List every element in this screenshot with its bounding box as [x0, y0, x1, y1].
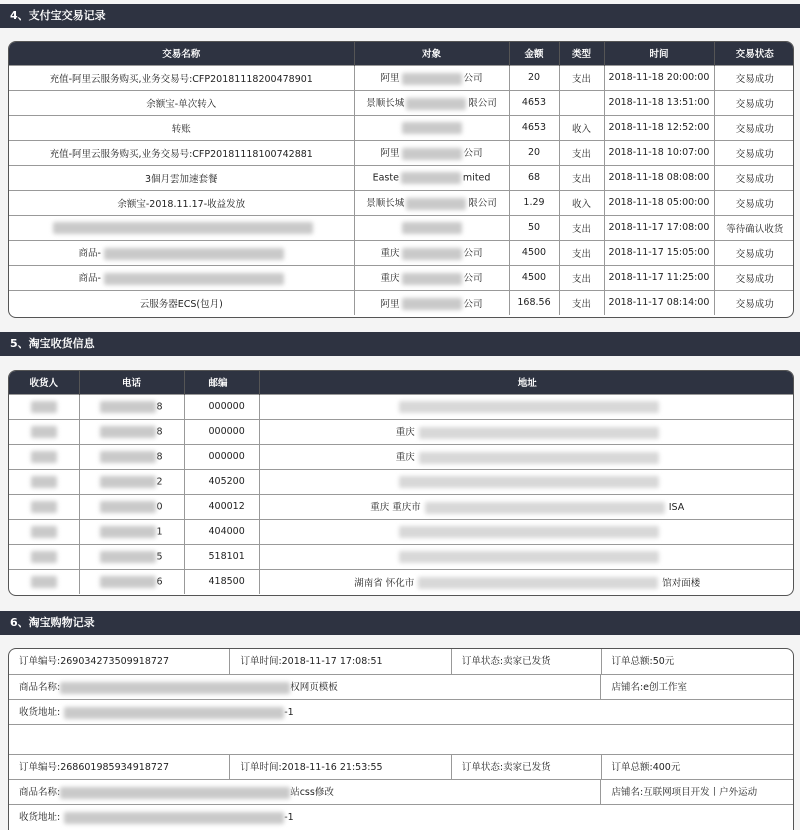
- order-order-no: 订单编号:268601985934918727: [9, 755, 230, 779]
- cell-phone: [79, 419, 184, 444]
- table-row: [9, 290, 794, 315]
- cell-party: [354, 290, 509, 315]
- redacted-blur: [64, 812, 284, 824]
- redacted-blur: [31, 476, 57, 488]
- cell-time: [604, 165, 714, 190]
- party-name: 阿里: [380, 148, 400, 160]
- time-text: 2018-11-18 13:51:00: [608, 97, 710, 108]
- zip-text: 000000: [208, 451, 245, 462]
- cell-type: [559, 290, 604, 315]
- product-label: 商品名称:: [19, 787, 61, 798]
- taobao-orders-list: [8, 648, 794, 830]
- type-text: 支出: [571, 73, 591, 85]
- phone-end: 5: [156, 551, 163, 562]
- section-title: 5、淘宝收货信息: [10, 337, 95, 350]
- redacted-blur: [100, 551, 156, 563]
- col-header: 地址: [259, 371, 794, 394]
- order-address-row: [9, 804, 793, 829]
- zip-text: 405200: [208, 476, 245, 487]
- order-product-row: [9, 779, 793, 804]
- party-name: 阿里: [380, 298, 400, 310]
- redacted-blur: [31, 451, 57, 463]
- redacted-blur: [104, 273, 284, 285]
- name-text: 商品-: [78, 248, 101, 260]
- cell-party: [354, 65, 509, 90]
- name-text: 余额宝-单次转入: [146, 98, 217, 110]
- redacted-blur: [100, 426, 156, 438]
- redacted-blur: [53, 222, 313, 234]
- amount-text: 68: [527, 172, 541, 183]
- amount-text: 4500: [521, 247, 547, 258]
- redacted-blur: [399, 476, 659, 488]
- status-text: 交易成功: [735, 198, 774, 210]
- order-order-time: 订单时间:2018-11-17 17:08:51: [230, 649, 451, 674]
- address-end: 馆对面楼: [662, 577, 701, 589]
- cell-type: [559, 90, 604, 115]
- cell-address: [259, 544, 794, 569]
- cell-zip: [184, 519, 259, 544]
- amount-text: 20: [527, 147, 541, 158]
- phone-end: 0: [156, 501, 163, 512]
- amount-text: 4500: [521, 272, 547, 283]
- table-row: [9, 115, 794, 140]
- cell-party: [354, 190, 509, 215]
- cell-phone: [79, 544, 184, 569]
- cell-zip: [184, 544, 259, 569]
- cell-status: [714, 90, 794, 115]
- redacted-blur: [31, 576, 57, 588]
- table-row: [9, 444, 794, 469]
- table-header-row: [9, 371, 794, 394]
- phone-end: 8: [156, 401, 163, 412]
- cell-address: [259, 469, 794, 494]
- cell-recipient: [9, 419, 79, 444]
- order-summary-row: [9, 754, 793, 779]
- order-address-row: [9, 699, 793, 724]
- order-order-status: 订单状态:卖家已发货: [452, 649, 602, 674]
- address-text: 重庆: [395, 427, 415, 439]
- cell-status: [714, 65, 794, 90]
- cell-party: [354, 265, 509, 290]
- redacted-blur: [31, 501, 57, 513]
- type-text: 收入: [571, 123, 591, 135]
- address-text: 重庆 重庆市: [370, 502, 421, 514]
- cell-phone: [79, 494, 184, 519]
- table-row: [9, 494, 794, 519]
- cell-amount: [509, 65, 559, 90]
- amount-text: 20: [527, 72, 541, 83]
- alipay-transactions-table: [8, 41, 794, 318]
- redacted-blur: [402, 298, 462, 310]
- name-text: 充值-阿里云服务购买,业务交易号:CFP20181118100742881: [49, 148, 313, 160]
- redacted-blur: [100, 401, 156, 413]
- order-address: [9, 700, 793, 724]
- party-name-end: 公司: [463, 248, 483, 260]
- time-text: 2018-11-18 08:08:00: [608, 172, 710, 183]
- cell-address: [259, 444, 794, 469]
- cell-amount: [509, 90, 559, 115]
- cell-time: [604, 290, 714, 315]
- redacted-blur: [402, 122, 462, 134]
- cell-type: [559, 65, 604, 90]
- cell-zip: [184, 494, 259, 519]
- order-order-total: 订单总额:400元: [611, 762, 681, 773]
- redacted-blur: [406, 198, 466, 210]
- cell-zip: [184, 469, 259, 494]
- cell-time: [604, 140, 714, 165]
- redacted-blur: [399, 551, 659, 563]
- table-row: [9, 215, 794, 240]
- order-address: [9, 805, 793, 829]
- redacted-blur: [31, 526, 57, 538]
- status-text: 交易成功: [735, 173, 774, 185]
- status-text: 交易成功: [735, 273, 774, 285]
- cell-name: [9, 240, 354, 265]
- order-order-time: 订单时间:2018-11-16 21:53:55: [230, 755, 451, 779]
- type-text: 支出: [571, 173, 591, 185]
- zip-text: 400012: [208, 501, 245, 512]
- address-text: 湖南省 怀化市: [354, 577, 415, 589]
- zip-text: 000000: [208, 401, 245, 412]
- cell-amount: [509, 165, 559, 190]
- address-label: 收货地址:: [19, 707, 61, 718]
- table-row: [9, 240, 794, 265]
- cell-status: [714, 165, 794, 190]
- table-row: [9, 419, 794, 444]
- cell-name: [9, 215, 354, 240]
- cell-recipient: [9, 494, 79, 519]
- col-header: 时间: [604, 42, 714, 65]
- cell-time: [604, 115, 714, 140]
- status-text: 交易成功: [735, 248, 774, 260]
- redacted-blur: [419, 427, 659, 439]
- cell-party: [354, 90, 509, 115]
- party-name: 景顺长城: [366, 98, 405, 110]
- redacted-blur: [399, 526, 659, 538]
- address-suffix: -1: [284, 812, 294, 823]
- col-header: 交易状态: [714, 42, 794, 65]
- table-row: [9, 519, 794, 544]
- party-name-end: 公司: [463, 148, 483, 160]
- amount-text: 4653: [521, 122, 547, 133]
- cell-status: [714, 190, 794, 215]
- status-text: 交易成功: [735, 298, 774, 310]
- cell-phone: [79, 569, 184, 594]
- cell-time: [604, 90, 714, 115]
- cell-name: [9, 165, 354, 190]
- cell-party: [354, 140, 509, 165]
- redacted-blur: [419, 452, 659, 464]
- cell-status: [714, 290, 794, 315]
- table-row: [9, 90, 794, 115]
- time-text: 2018-11-18 12:52:00: [608, 122, 710, 133]
- party-name-end: 限公司: [468, 198, 497, 210]
- redacted-blur: [100, 526, 156, 538]
- table-row: [9, 265, 794, 290]
- party-name: 阿里: [380, 73, 400, 85]
- address-text: 重庆: [395, 452, 415, 464]
- cell-time: [604, 240, 714, 265]
- section-header-shipping: [0, 332, 800, 356]
- redacted-blur: [31, 401, 57, 413]
- name-text: 3個月雲加速套餐: [144, 173, 218, 185]
- cell-amount: [509, 140, 559, 165]
- product-suffix: 权网页模板: [290, 682, 338, 693]
- section-header-alipay: [0, 4, 800, 28]
- cell-zip: [184, 569, 259, 594]
- zip-text: 518101: [208, 551, 245, 562]
- name-text: 云服务器ECS(包月): [139, 298, 223, 310]
- name-text: 余额宝-2018.11.17-收益发放: [117, 198, 246, 210]
- cell-recipient: [9, 544, 79, 569]
- phone-end: 6: [156, 576, 163, 588]
- cell-type: [559, 215, 604, 240]
- party-name-end: 公司: [463, 298, 483, 310]
- cell-party: [354, 215, 509, 240]
- status-text: 交易成功: [735, 123, 774, 135]
- redacted-blur: [399, 401, 659, 413]
- cell-name: [9, 90, 354, 115]
- redacted-blur: [104, 248, 284, 260]
- cell-status: [714, 265, 794, 290]
- table-row: [9, 569, 794, 594]
- status-text: 交易成功: [735, 73, 774, 85]
- order-shop-name: 店铺名:e创工作室: [611, 682, 688, 693]
- cell-name: [9, 265, 354, 290]
- order-product-row: [9, 674, 793, 699]
- redacted-blur: [425, 502, 665, 514]
- redacted-blur: [60, 682, 290, 694]
- time-text: 2018-11-18 05:00:00: [608, 197, 710, 208]
- redacted-blur: [100, 451, 156, 463]
- cell-type: [559, 240, 604, 265]
- cell-phone: [79, 444, 184, 469]
- party-name: Easte: [372, 172, 399, 183]
- section-header-orders: [0, 611, 800, 635]
- redacted-blur: [100, 576, 156, 588]
- cell-time: [604, 215, 714, 240]
- cell-amount: [509, 215, 559, 240]
- address-suffix: -1: [284, 707, 294, 718]
- order-order-total: 订单总额:50元: [611, 656, 675, 667]
- redacted-blur: [402, 148, 462, 160]
- cell-recipient: [9, 519, 79, 544]
- party-name: 重庆: [380, 273, 400, 285]
- cell-status: [714, 115, 794, 140]
- type-text: 支出: [571, 248, 591, 260]
- table-row: [9, 165, 794, 190]
- col-header: 类型: [559, 42, 604, 65]
- col-header: 金额: [509, 42, 559, 65]
- cell-status: [714, 140, 794, 165]
- table-row: [9, 65, 794, 90]
- redacted-blur: [31, 426, 57, 438]
- time-text: 2018-11-17 17:08:00: [608, 222, 710, 233]
- cell-phone: [79, 519, 184, 544]
- amount-text: 168.56: [517, 297, 551, 309]
- redacted-blur: [406, 98, 466, 110]
- cell-amount: [509, 290, 559, 315]
- cell-type: [559, 165, 604, 190]
- time-text: 2018-11-18 20:00:00: [608, 72, 710, 83]
- cell-address: [259, 569, 794, 594]
- cell-address: [259, 419, 794, 444]
- cell-type: [559, 140, 604, 165]
- col-header: 邮编: [184, 371, 259, 394]
- cell-amount: [509, 240, 559, 265]
- table-row: [9, 394, 794, 419]
- section-title: 6、淘宝购物记录: [10, 616, 95, 629]
- status-text: 等待确认收货: [726, 223, 784, 235]
- type-text: 支出: [571, 223, 591, 235]
- col-header: 交易名称: [9, 42, 354, 65]
- party-name-end: 公司: [463, 273, 483, 285]
- type-text: 支出: [571, 148, 591, 160]
- redacted-blur: [100, 476, 156, 488]
- table-row: [9, 140, 794, 165]
- cell-address: [259, 519, 794, 544]
- redacted-blur: [60, 787, 290, 799]
- cell-zip: [184, 394, 259, 419]
- cell-phone: [79, 469, 184, 494]
- redacted-blur: [418, 577, 658, 589]
- amount-text: 50: [527, 222, 541, 233]
- cell-address: [259, 494, 794, 519]
- cell-zip: [184, 444, 259, 469]
- time-text: 2018-11-17 11:25:00: [608, 272, 710, 283]
- section-title: 4、支付宝交易记录: [10, 9, 106, 22]
- cell-type: [559, 265, 604, 290]
- redacted-blur: [401, 172, 461, 184]
- cell-type: [559, 115, 604, 140]
- name-text: 转账: [171, 123, 191, 135]
- party-name-end: mited: [462, 172, 491, 183]
- zip-text: 418500: [208, 576, 245, 588]
- table-row: [9, 190, 794, 215]
- order-order-no: 订单编号:269034273509918727: [9, 649, 230, 674]
- cell-party: [354, 165, 509, 190]
- party-name-end: 限公司: [468, 98, 497, 110]
- redacted-blur: [100, 501, 156, 513]
- cell-zip: [184, 419, 259, 444]
- phone-end: 2: [156, 476, 163, 487]
- address-end: ISA: [668, 502, 685, 514]
- phone-end: 8: [156, 426, 163, 437]
- order-order-status: 订单状态:卖家已发货: [452, 755, 602, 779]
- shipping-info-table: [8, 370, 794, 596]
- cell-amount: [509, 115, 559, 140]
- amount-text: 1.29: [523, 197, 545, 208]
- cell-time: [604, 265, 714, 290]
- redacted-blur: [31, 551, 57, 563]
- redacted-blur: [402, 273, 462, 285]
- cell-party: [354, 115, 509, 140]
- cell-phone: [79, 394, 184, 419]
- name-text: 充值-阿里云服务购买,业务交易号:CFP20181118200478901: [49, 73, 313, 85]
- cell-recipient: [9, 444, 79, 469]
- cell-name: [9, 290, 354, 315]
- time-text: 2018-11-17 15:05:00: [608, 247, 710, 258]
- cell-name: [9, 140, 354, 165]
- address-label: 收货地址:: [19, 812, 61, 823]
- phone-end: 8: [156, 451, 163, 462]
- type-text: 支出: [571, 298, 591, 310]
- redacted-blur: [402, 222, 462, 234]
- order-product-name: [9, 780, 601, 804]
- status-text: 交易成功: [735, 148, 774, 160]
- party-name: 景顺长城: [366, 198, 405, 210]
- cell-time: [604, 190, 714, 215]
- order-summary-row: [9, 649, 793, 674]
- col-header: 收货人: [9, 371, 79, 394]
- table-row: [9, 544, 794, 569]
- cell-name: [9, 190, 354, 215]
- cell-status: [714, 240, 794, 265]
- redacted-blur: [64, 707, 284, 719]
- cell-type: [559, 190, 604, 215]
- table-header-row: [9, 42, 794, 65]
- cell-name: [9, 65, 354, 90]
- cell-amount: [509, 265, 559, 290]
- amount-text: 4653: [521, 97, 547, 108]
- zip-text: 000000: [208, 426, 245, 437]
- zip-text: 404000: [208, 526, 245, 537]
- product-label: 商品名称:: [19, 682, 61, 693]
- order-shop-name: 店铺名:互联网项目开发丨户外运动: [611, 787, 758, 798]
- col-header: 电话: [79, 371, 184, 394]
- cell-time: [604, 65, 714, 90]
- cell-recipient: [9, 394, 79, 419]
- redacted-blur: [402, 248, 462, 260]
- type-text: 收入: [571, 198, 591, 210]
- order-separator: [9, 724, 793, 754]
- cell-address: [259, 394, 794, 419]
- party-name: 重庆: [380, 248, 400, 260]
- cell-party: [354, 240, 509, 265]
- time-text: 2018-11-17 08:14:00: [608, 297, 710, 309]
- cell-recipient: [9, 469, 79, 494]
- table-row: [9, 469, 794, 494]
- time-text: 2018-11-18 10:07:00: [608, 147, 710, 158]
- phone-end: 1: [156, 526, 163, 537]
- status-text: 交易成功: [735, 98, 774, 110]
- order-product-name: [9, 675, 601, 699]
- name-text: 商品-: [78, 273, 101, 285]
- cell-name: [9, 115, 354, 140]
- cell-recipient: [9, 569, 79, 594]
- cell-amount: [509, 190, 559, 215]
- cell-status: [714, 215, 794, 240]
- party-name-end: 公司: [463, 73, 483, 85]
- redacted-blur: [402, 73, 462, 85]
- type-text: 支出: [571, 273, 591, 285]
- col-header: 对象: [354, 42, 509, 65]
- product-suffix: 站css修改: [290, 787, 334, 798]
